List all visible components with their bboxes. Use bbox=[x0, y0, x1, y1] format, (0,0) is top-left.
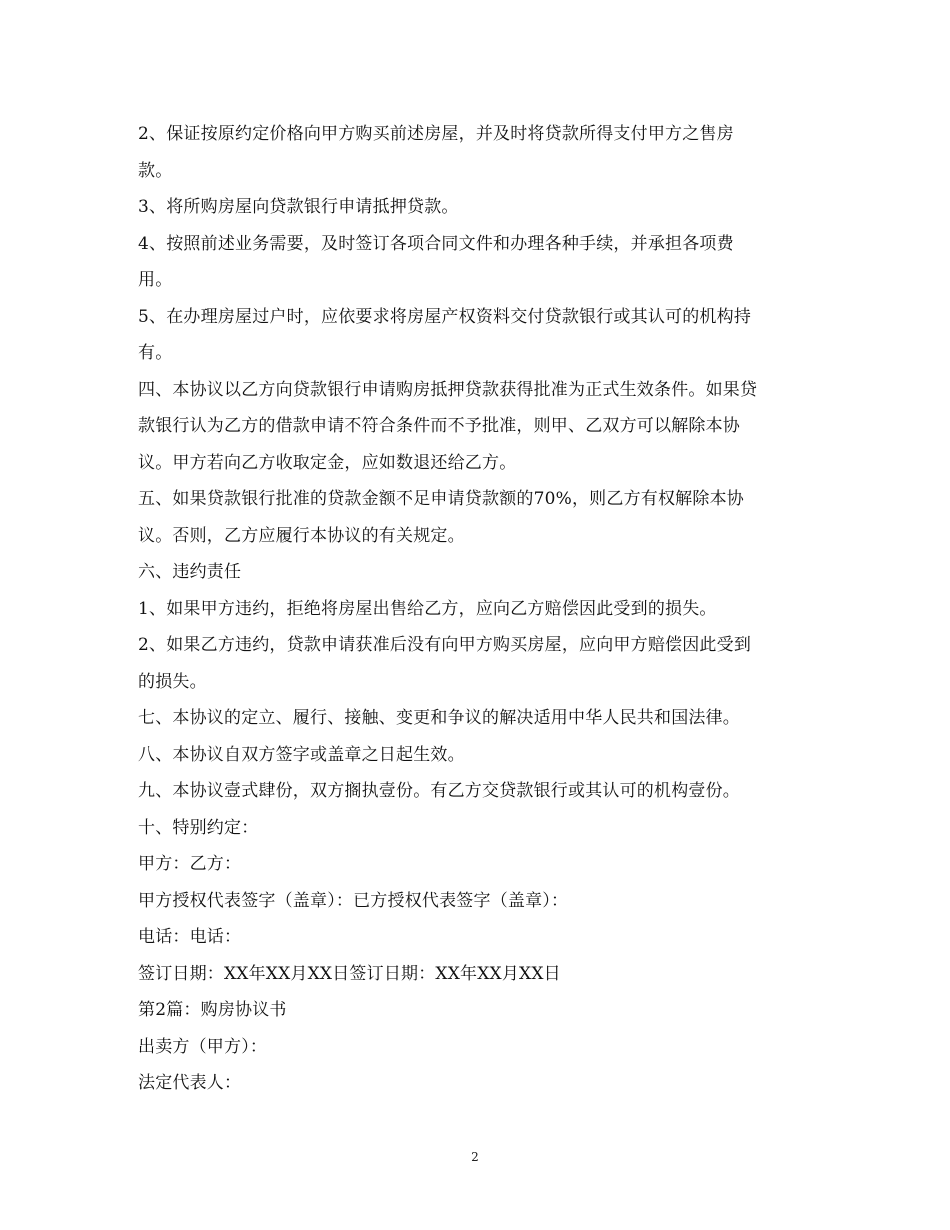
section-heading: 六、违约责任 bbox=[138, 562, 242, 582]
page-number: 2 bbox=[471, 1150, 479, 1164]
signature-representative-line: 甲方授权代表签字（盖章）：已方授权代表签字（盖章）： bbox=[138, 890, 569, 911]
seller-line: 出卖方（甲方）： bbox=[138, 1036, 268, 1057]
text-line: 议。甲方若向乙方收取定金，应如数退还给乙方。 bbox=[138, 452, 517, 473]
section-heading: 十、特别约定： bbox=[138, 817, 259, 838]
text-line: 用。 bbox=[138, 270, 173, 290]
text-line: 4、按照前述业务需要，及时签订各项合同文件和办理各种手续，并承担各项费 bbox=[138, 233, 734, 254]
text-line: 1、如果甲方违约，拒绝将房屋出售给乙方，应向乙方赔偿因此受到的损失。 bbox=[138, 598, 717, 619]
text-line: 五、如果贷款银行批准的贷款金额不足申请贷款额的70%，则乙方有权解除本协 bbox=[138, 489, 744, 509]
phone-line: 电话：电话： bbox=[138, 927, 242, 947]
document-body bbox=[138, 116, 808, 1102]
text-line: 2、保证按原约定价格向甲方购买前述房屋，并及时将贷款所得支付甲方之售房 bbox=[138, 124, 734, 144]
legal-representative-line: 法定代表人： bbox=[138, 1073, 242, 1093]
text-line: 款。 bbox=[138, 160, 173, 181]
text-line: 5、在办理房屋过户时，应依要求将房屋产权资料交付贷款银行或其认可的机构持 bbox=[138, 306, 752, 327]
text-line: 议。否则，乙方应履行本协议的有关规定。 bbox=[138, 525, 465, 546]
text-line: 四、本协议以乙方向贷款银行申请购房抵押贷款获得批准为正式生效条件。如果贷 bbox=[138, 379, 758, 400]
text-line: 九、本协议壹式肆份，双方搁执壹份。有乙方交贷款银行或其认可的机构壹份。 bbox=[138, 781, 740, 801]
text-line: 的损失。 bbox=[138, 671, 207, 692]
signing-date-line: 签订日期：XX年XX月XX日签订日期：XX年XX月XX日 bbox=[138, 963, 561, 984]
text-line: 八、本协议自双方签字或盖章之日起生效。 bbox=[138, 744, 465, 765]
signature-party-line: 甲方：乙方： bbox=[138, 854, 242, 874]
text-line: 2、如果乙方违约，贷款申请获准后没有向甲方购买房屋，应向甲方赔偿因此受到 bbox=[138, 635, 752, 655]
chapter-title: 第2篇：购房协议书 bbox=[138, 1000, 287, 1020]
text-line: 款银行认为乙方的借款申请不符合条件而不予批准，则甲、乙双方可以解除本协 bbox=[138, 416, 740, 436]
text-line: 有。 bbox=[138, 343, 173, 363]
text-line: 七、本协议的定立、履行、接触、变更和争议的解决适用中华人民共和国法律。 bbox=[138, 708, 740, 728]
text-line: 3、将所购房屋向贷款银行申请抵押贷款。 bbox=[138, 197, 459, 217]
